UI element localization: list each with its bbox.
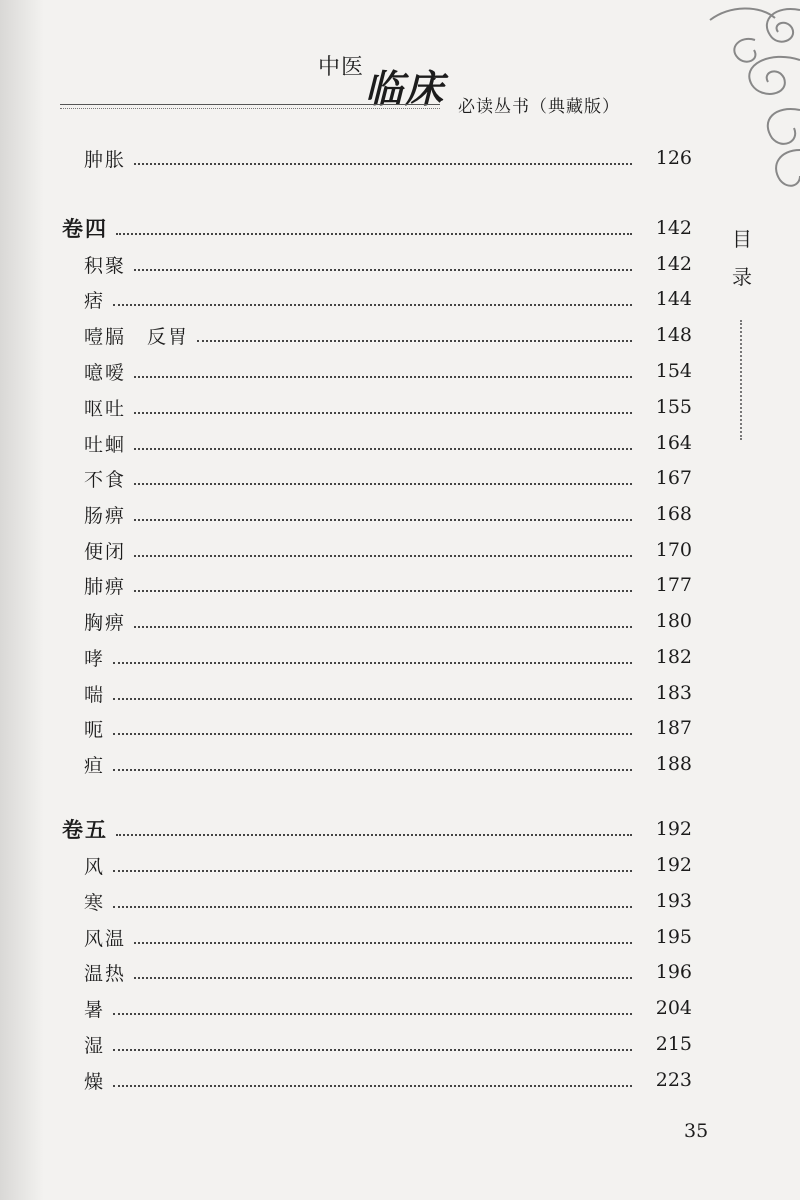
dot-leader <box>116 233 632 235</box>
toc-entry-row[interactable] <box>62 677 692 709</box>
dot-leader <box>113 698 632 700</box>
toc-entry-title: 不食 <box>84 468 127 491</box>
toc-page-number: 192 <box>655 818 692 840</box>
toc-entry-title: 胸痹 <box>84 611 127 634</box>
dot-leader <box>134 519 632 521</box>
toc-entry-title: 喘 <box>84 683 106 706</box>
toc-entry-title: 呃 <box>84 718 106 741</box>
toc-entry-title: 疸 <box>84 754 106 777</box>
toc-entry-title: 湿 <box>84 1034 106 1057</box>
dot-leader <box>113 1049 632 1051</box>
dot-leader <box>134 942 632 944</box>
toc-page-number: 183 <box>655 682 692 704</box>
toc-entry-row[interactable] <box>62 992 692 1024</box>
toc-entry-row[interactable] <box>62 885 692 917</box>
dot-leader <box>113 733 632 735</box>
dot-leader <box>197 340 632 342</box>
toc-entry-row[interactable] <box>62 921 692 953</box>
section-tab <box>730 220 754 296</box>
toc-section-title: 卷四 <box>62 216 108 241</box>
toc-entry-row[interactable] <box>62 498 692 530</box>
toc-page-number: 223 <box>655 1069 692 1091</box>
toc-page-number: 148 <box>655 324 692 346</box>
dot-leader <box>116 834 632 836</box>
toc-page-number: 144 <box>655 288 692 310</box>
dot-leader <box>113 769 632 771</box>
dot-leader <box>134 376 632 378</box>
dot-leader <box>134 977 632 979</box>
toc-entry-title: 噎膈 反胃 <box>84 325 190 348</box>
tab-char: 录 <box>732 265 752 289</box>
dot-leader <box>113 662 632 664</box>
toc-entry-row[interactable] <box>62 319 692 351</box>
toc-entry-row[interactable] <box>62 427 692 459</box>
toc-page-number: 167 <box>655 467 692 489</box>
toc-page-number: 155 <box>655 396 692 418</box>
toc-page-number: 142 <box>655 253 692 275</box>
toc-page-number: 164 <box>655 432 692 454</box>
toc-entry-row[interactable] <box>62 283 692 315</box>
toc-entry-row[interactable] <box>62 569 692 601</box>
toc-entry-row[interactable] <box>62 142 692 174</box>
toc-entry-row[interactable] <box>62 248 692 280</box>
dot-leader <box>134 269 632 271</box>
toc-entry-row[interactable] <box>62 391 692 423</box>
toc-entry-title: 肿胀 <box>84 148 127 171</box>
toc-entry-row[interactable] <box>62 712 692 744</box>
toc-entry-row[interactable] <box>62 355 692 387</box>
toc-page-number: 193 <box>655 890 692 912</box>
toc-entry-title: 肺痹 <box>84 575 127 598</box>
toc-page-number: 180 <box>655 610 692 632</box>
tab-dotted-line <box>740 320 742 440</box>
header-rule <box>60 104 440 105</box>
toc-entry-row[interactable] <box>62 641 692 673</box>
toc-entry-title: 暑 <box>84 998 106 1021</box>
toc-page-number: 204 <box>655 997 692 1019</box>
cloud-ornament-icon <box>680 0 800 190</box>
series-title-part2: 临床 <box>365 66 446 111</box>
toc-page-number: 215 <box>655 1033 692 1055</box>
toc-page-number: 142 <box>655 217 692 239</box>
toc-page-number: 192 <box>655 854 692 876</box>
toc-entry-title: 呕吐 <box>84 397 127 420</box>
tab-char: 目 <box>732 227 752 251</box>
toc-page-number: 195 <box>655 926 692 948</box>
toc-page-number: 154 <box>655 360 692 382</box>
dot-leader <box>134 448 632 450</box>
toc-page-number: 196 <box>655 961 692 983</box>
toc-entry-title: 燥 <box>84 1070 106 1093</box>
toc-entry-title: 哮 <box>84 647 106 670</box>
toc-entry-title: 寒 <box>84 891 106 914</box>
toc-section-row[interactable] <box>62 212 692 244</box>
toc-entry-title: 噫嗳 <box>84 361 127 384</box>
page-number: 35 <box>684 1120 709 1142</box>
series-title-part1: 中医 <box>318 55 365 80</box>
toc-entry-row[interactable] <box>62 956 692 988</box>
dot-leader <box>113 304 632 306</box>
toc-entry-title: 风 <box>84 855 106 878</box>
dot-leader <box>113 1085 632 1087</box>
page-shadow <box>0 0 44 1200</box>
dot-leader <box>134 626 632 628</box>
toc-page-number: 182 <box>655 646 692 668</box>
toc-section-row[interactable] <box>62 813 692 845</box>
dot-leader <box>113 906 632 908</box>
toc-page-number: 188 <box>655 753 692 775</box>
toc-entry-row[interactable] <box>62 534 692 566</box>
toc-entry-title: 便闭 <box>84 540 127 563</box>
toc-entry-row[interactable] <box>62 1028 692 1060</box>
toc-page-number: 177 <box>655 574 692 596</box>
toc-entry-title: 积聚 <box>84 254 127 277</box>
dot-leader <box>134 483 632 485</box>
toc-entry-title: 痞 <box>84 289 106 312</box>
series-title-part3: 必读丛书（典藏版） <box>458 97 620 117</box>
toc-page-number: 168 <box>655 503 692 525</box>
toc-page-number: 187 <box>655 717 692 739</box>
dot-leader <box>134 163 632 165</box>
toc-page-number: 126 <box>655 147 692 169</box>
toc-entry-row[interactable] <box>62 462 692 494</box>
header-rule-dotted <box>60 108 440 109</box>
toc-entry-row[interactable] <box>62 748 692 780</box>
toc-section-title: 卷五 <box>62 817 108 842</box>
toc-page-number: 170 <box>655 539 692 561</box>
toc-entry-title: 肠痹 <box>84 504 127 527</box>
dot-leader <box>134 590 632 592</box>
toc-entry-row[interactable] <box>62 849 692 881</box>
toc-entry-row[interactable] <box>62 605 692 637</box>
toc-entry-title: 风温 <box>84 927 127 950</box>
dot-leader <box>113 1013 632 1015</box>
toc-entry-row[interactable] <box>62 1064 692 1096</box>
dot-leader <box>113 870 632 872</box>
dot-leader <box>134 555 632 557</box>
toc-entry-title: 温热 <box>84 962 127 985</box>
dot-leader <box>134 412 632 414</box>
toc-entry-title: 吐蛔 <box>84 433 127 456</box>
